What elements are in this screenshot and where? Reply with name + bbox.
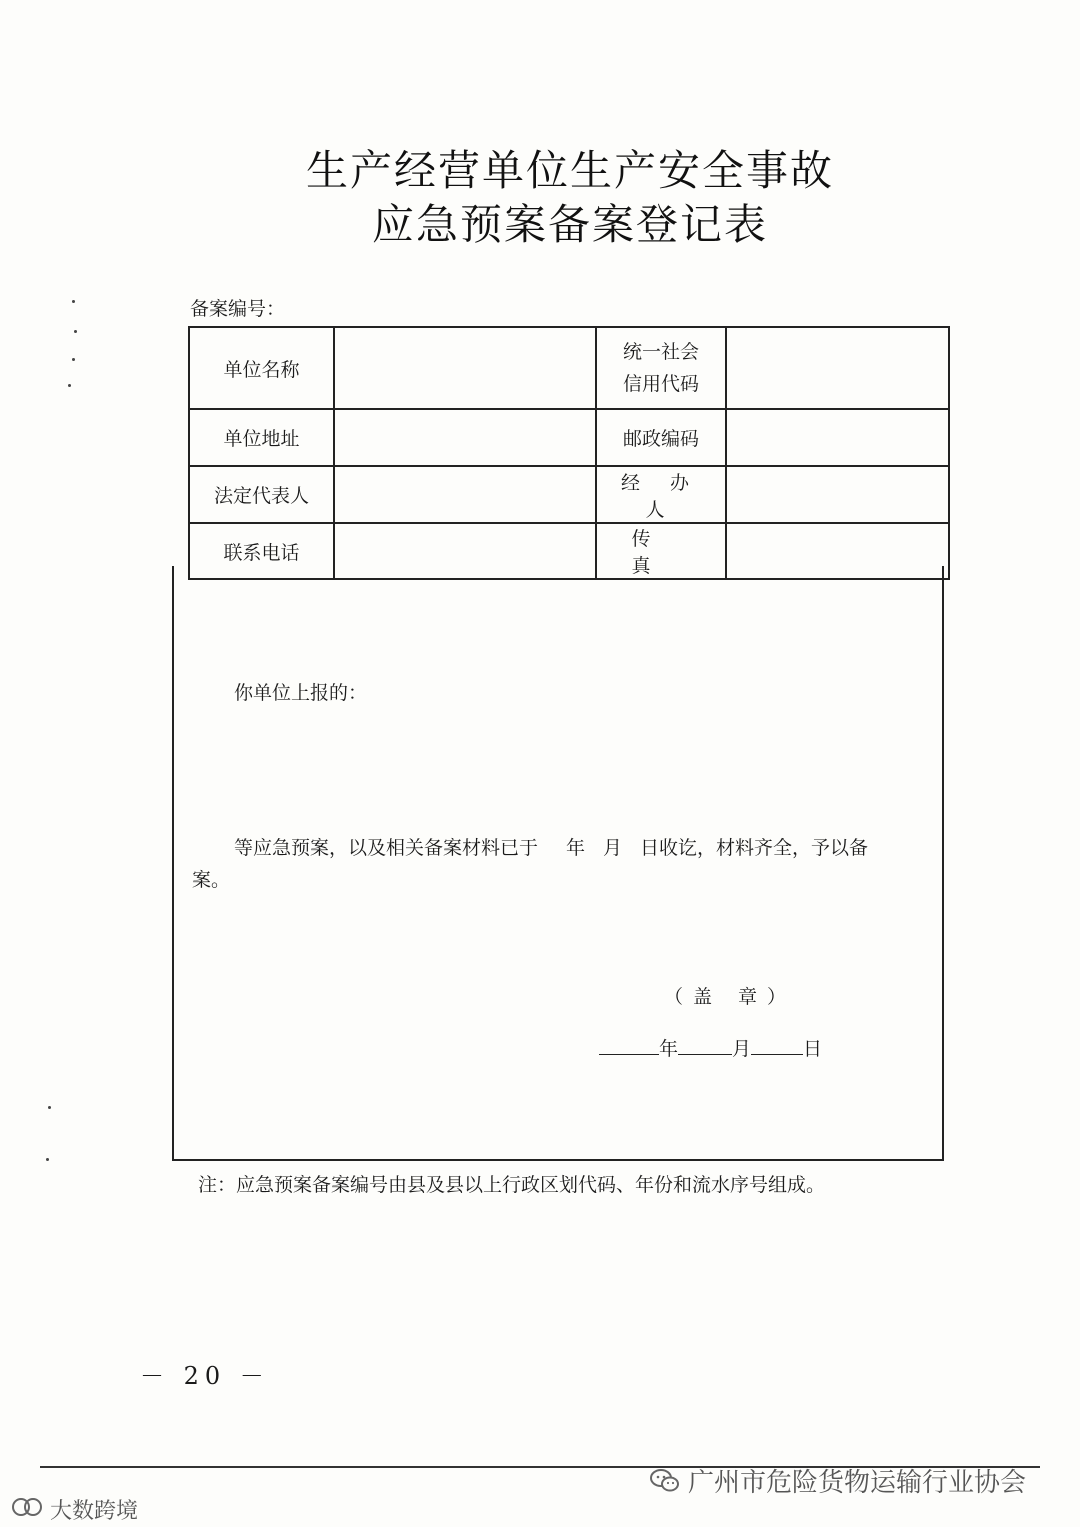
link-icon [10, 1496, 44, 1524]
registration-table [188, 326, 950, 580]
filing-statement-box [172, 566, 944, 1161]
credit-code-label-line1: 统一社会 [622, 341, 699, 363]
handler-field [726, 466, 949, 523]
document-title-line1: 生产经营单位生产安全事故 [305, 146, 834, 195]
month-blank [678, 1038, 732, 1055]
month-label: 月 [732, 1038, 752, 1060]
statement-month: 月 [603, 837, 623, 859]
postal-code-label: 邮政编码 [596, 409, 726, 466]
scan-speck [68, 384, 71, 387]
fax-label: 传 真 [596, 523, 726, 579]
signature-date-line [599, 1034, 822, 1061]
watermark-association-text: 广州市危险货物运输行业协会 [688, 1468, 1027, 1498]
scan-speck [72, 358, 75, 361]
page-number: － 20 － [140, 1362, 270, 1390]
year-blank [599, 1038, 659, 1055]
legal-rep-label: 法定代表人 [189, 466, 334, 523]
credit-code-label [596, 327, 726, 409]
statement-rest: 日收讫，材料齐全，予以备 [640, 837, 869, 859]
statement-end: 案。 [192, 869, 231, 891]
phone-label: 联系电话 [189, 523, 334, 579]
legal-rep-field [334, 466, 596, 523]
statement-year: 年 [566, 837, 586, 859]
watermark-source-text: 大数跨境 [50, 1499, 139, 1524]
unit-address-field [334, 409, 596, 466]
watermark-association [650, 1462, 1026, 1499]
credit-code-field [726, 327, 949, 409]
unit-address-label: 单位地址 [189, 409, 334, 466]
scan-speck [48, 1106, 51, 1109]
scan-speck [46, 1158, 49, 1161]
wechat-icon [650, 1468, 680, 1494]
scan-speck [72, 300, 75, 303]
watermark-source [10, 1494, 138, 1525]
day-label: 日 [803, 1038, 823, 1060]
unit-name-label: 单位名称 [189, 327, 334, 409]
seal-label: （盖 章） [664, 986, 797, 1008]
postal-code-field [726, 409, 949, 466]
credit-code-label-line2: 信用代码 [622, 373, 699, 395]
handler-label: 经 办 人 [596, 466, 726, 523]
document-title-line2: 应急预案备案登记表 [371, 200, 768, 249]
year-label: 年 [659, 1038, 679, 1060]
footnote: 注：应急预案备案编号由县及县以上行政区划代码、年份和流水序号组成。 [198, 1174, 826, 1196]
day-blank [751, 1038, 803, 1055]
reported-text: 你单位上报的： [234, 682, 368, 704]
unit-name-field [334, 327, 596, 409]
filing-number-label: 备案编号： [190, 298, 286, 320]
scan-speck [74, 330, 77, 333]
statement-part1: 等应急预案，以及相关备案材料已于 [234, 837, 539, 859]
statement-text [192, 832, 924, 896]
